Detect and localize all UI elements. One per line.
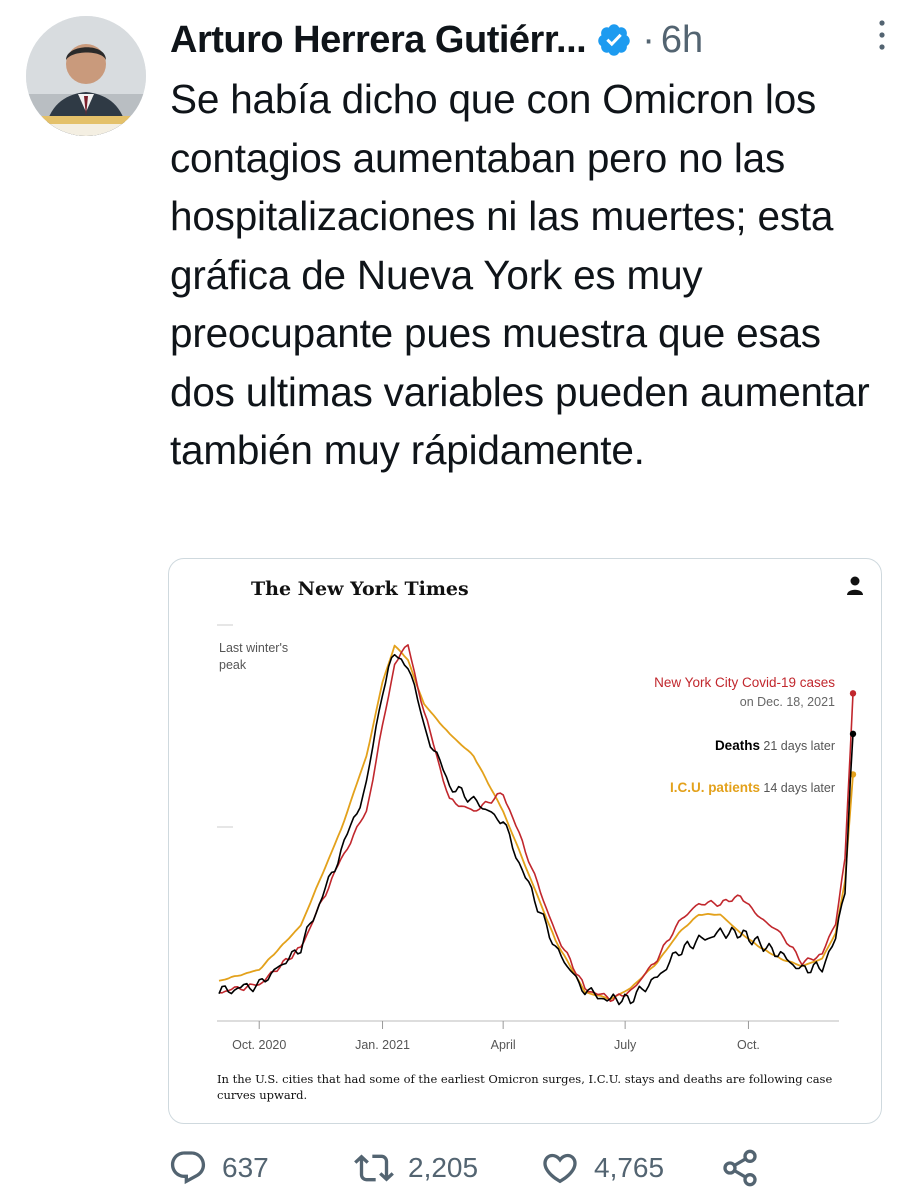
avatar-photo	[26, 16, 146, 136]
retweet-icon	[354, 1148, 394, 1188]
legend-label-part: I.C.U. patients	[669, 780, 760, 795]
reply-button[interactable]	[168, 1148, 269, 1188]
tweet-header	[170, 10, 886, 70]
chart-caption-line2: curves upward.	[217, 1088, 308, 1102]
chart-caption-line1: In the U.S. cities that had some of the earliest Omicron surges, I.C.U. stays and deaths are following case	[217, 1072, 833, 1086]
retweet-count: 2,205	[408, 1152, 479, 1183]
reply-icon	[168, 1148, 208, 1188]
x-axis-ticks	[232, 1021, 760, 1052]
author-avatar[interactable]	[26, 16, 146, 136]
legend-label	[715, 738, 835, 753]
chart-gridlines	[217, 625, 233, 1021]
timestamp[interactable]: 6h	[660, 18, 704, 61]
tweet-text: Se había dicho que con Omicron los contagios aumentaban pero no las hospitalizaciones ni las muertes; esta gráfica de Nueva York es muy preocupante pues muestra que esas dos ultimas variables pueden aumentar también muy rápidamente.	[170, 76, 870, 473]
x-tick-label: Oct.	[736, 1038, 760, 1052]
verified-badge-icon	[596, 22, 632, 58]
like-button[interactable]	[540, 1148, 664, 1188]
author-name[interactable]: Arturo Herrera Gutiérr...	[170, 18, 587, 61]
legend-label	[654, 675, 835, 690]
share-button[interactable]	[720, 1148, 760, 1188]
x-tick-label: July	[614, 1038, 637, 1052]
legend-label	[740, 695, 835, 709]
x-tick-label: April	[490, 1038, 516, 1052]
x-tick-label: Jan. 2021	[355, 1038, 410, 1052]
tweet-actions	[168, 1138, 880, 1198]
series-endpoint	[850, 690, 856, 696]
legend-label-part: 21 days later	[759, 739, 835, 753]
separator-dot: ·	[642, 18, 655, 61]
legend-label-part: on Dec. 18, 2021	[739, 695, 835, 709]
nyt-chart-image	[169, 559, 881, 1123]
legend-label-part: Deaths	[714, 738, 760, 753]
chart-annotation-line2: peak	[219, 658, 247, 672]
x-tick-label: Oct. 2020	[232, 1038, 287, 1052]
like-count: 4,765	[594, 1152, 665, 1183]
reply-count: 637	[222, 1152, 269, 1183]
legend-label	[670, 780, 835, 795]
retweet-button[interactable]	[354, 1148, 478, 1188]
share-icon	[720, 1148, 760, 1188]
more-options-icon[interactable]	[878, 18, 886, 52]
series-endpoint	[850, 731, 856, 737]
heart-icon	[540, 1148, 580, 1188]
chart-annotation-line1: Last winter's	[219, 641, 289, 655]
legend-label-part: New York City Covid-19 cases	[654, 675, 835, 690]
legend-label-part: 14 days later	[759, 781, 835, 795]
publisher-logo: The New York Times	[251, 578, 469, 600]
tweet-media[interactable]	[168, 558, 882, 1124]
account-icon	[847, 577, 863, 596]
chart-legend	[654, 675, 835, 795]
